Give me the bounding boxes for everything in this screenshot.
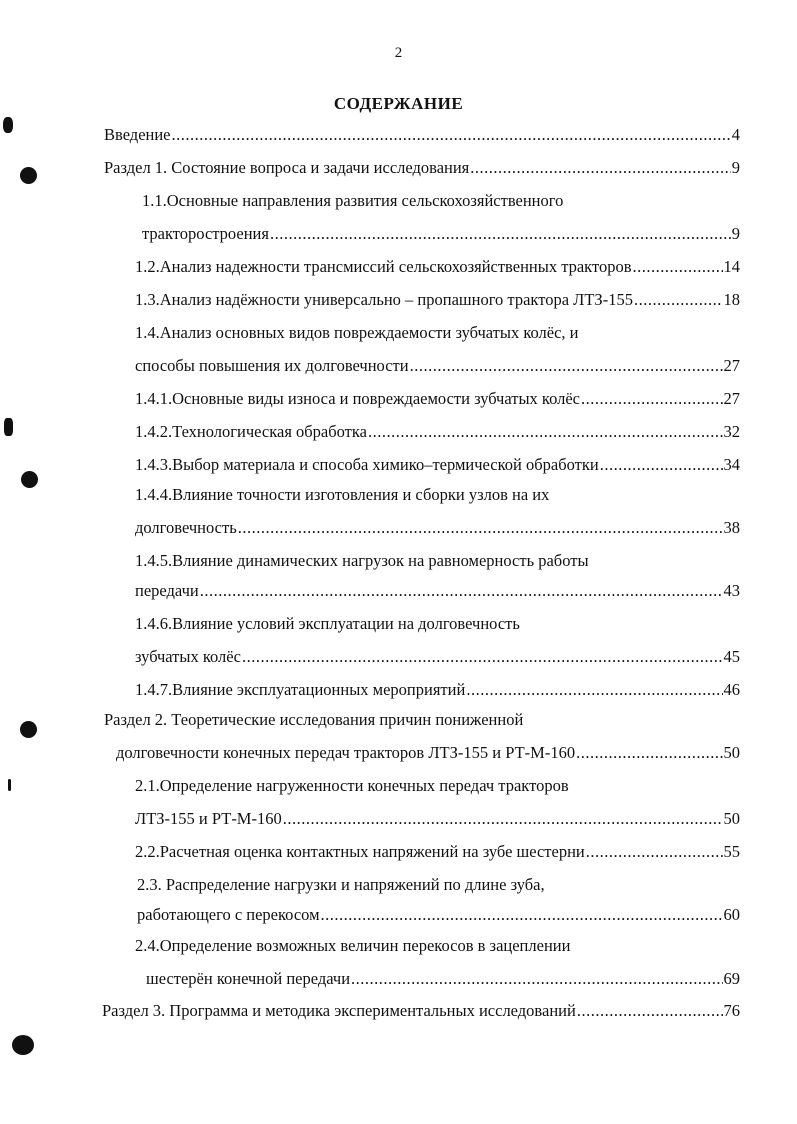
toc-entry-1-1 bbox=[142, 223, 740, 245]
toc-entry-label: 1.4.1.Основные виды износа и повреждаемости зубчатых колёс bbox=[135, 389, 581, 408]
toc-entry-1-4-3 bbox=[135, 454, 740, 476]
toc-entry-1-4-4-line1: 1.4.4.Влияние точности изготовления и сборки узлов на их bbox=[135, 485, 550, 504]
toc-entry-label: долговечности конечных передач тракторов ЛТЗ-155 и РТ-М-160 bbox=[116, 743, 576, 762]
toc-entry-section-2-line1: Раздел 2. Теоретические исследования причин пониженной bbox=[104, 710, 524, 729]
leader-dots bbox=[368, 421, 723, 443]
toc-entry-1-4 bbox=[135, 355, 740, 377]
toc-entry-label: 1.4.3.Выбор материала и способа химико–термической обработки bbox=[135, 455, 599, 474]
page-title: СОДЕРЖАНИЕ bbox=[333, 94, 464, 113]
toc-entry-page: 76 bbox=[723, 1001, 740, 1020]
toc-entry-page: 27 bbox=[723, 389, 740, 408]
toc-entry-2-2 bbox=[135, 841, 740, 863]
toc-entry-label: способы повышения их долговечности bbox=[135, 356, 409, 375]
toc-entry-page: 50 bbox=[723, 809, 740, 828]
leader-dots bbox=[283, 808, 723, 830]
toc-entry-2-3-line1: 2.3. Распределение нагрузки и напряжений по длине зуба, bbox=[137, 875, 545, 894]
toc-entry-1-4-line1: 1.4.Анализ основных видов повреждаемости зубчатых колёс, и bbox=[135, 323, 579, 342]
toc-entry-1-1-line1: 1.1.Основные направления развития сельскохозяйственного bbox=[142, 191, 564, 210]
toc-entry-label: 2.2.Расчетная оценка контактных напряжений на зубе шестерни bbox=[135, 842, 585, 861]
toc-entry-1-4-2 bbox=[135, 421, 740, 443]
toc-entry-label: 1.4.7.Влияние эксплуатационных мероприятий bbox=[135, 680, 466, 699]
toc-entry-page: 55 bbox=[723, 842, 740, 861]
toc-entry-label: долговечность bbox=[135, 518, 237, 537]
leader-dots bbox=[576, 742, 722, 764]
binder-hole-mark bbox=[12, 1035, 34, 1055]
toc-entry-page: 69 bbox=[723, 969, 740, 988]
leader-dots bbox=[172, 124, 731, 146]
toc-entry-label: зубчатых колёс bbox=[135, 647, 241, 666]
toc-entry-1-4-6 bbox=[135, 646, 740, 668]
toc-entry-label: Раздел 3. Программа и методика экспериментальных исследований bbox=[102, 1001, 576, 1020]
leader-dots bbox=[270, 223, 731, 245]
toc-entry-page: 34 bbox=[723, 455, 740, 474]
leader-dots bbox=[351, 968, 722, 990]
binder-hole-mark bbox=[8, 779, 11, 791]
toc-entry-page: 32 bbox=[723, 422, 740, 441]
toc-entry-label: работающего с перекосом bbox=[137, 905, 320, 924]
toc-entry-1-3 bbox=[135, 289, 740, 311]
toc-entry-page: 4 bbox=[731, 125, 740, 144]
toc-entry-label: Раздел 1. Состояние вопроса и задачи исследования bbox=[104, 158, 470, 177]
leader-dots bbox=[577, 1000, 723, 1022]
toc-entry-1-4-5 bbox=[135, 580, 740, 602]
toc-entry-2-1 bbox=[135, 808, 740, 830]
toc-entry-1-4-5-line1: 1.4.5.Влияние динамических нагрузок на равномерность работы bbox=[135, 551, 589, 570]
toc-entry-page: 9 bbox=[731, 224, 740, 243]
toc-entry-2-1-line1: 2.1.Определение нагруженности конечных передач тракторов bbox=[135, 776, 569, 795]
toc-entry-section-3 bbox=[102, 1000, 740, 1022]
binder-hole-mark bbox=[3, 117, 13, 133]
leader-dots bbox=[466, 679, 722, 701]
toc-entry-1-4-4 bbox=[135, 517, 740, 539]
toc-entry-2-4 bbox=[146, 968, 740, 990]
toc-entry-page: 45 bbox=[723, 647, 740, 666]
leader-dots bbox=[410, 355, 723, 377]
toc-entry-page: 38 bbox=[723, 518, 740, 537]
toc-entry-page: 50 bbox=[723, 743, 740, 762]
leader-dots bbox=[238, 517, 723, 539]
leader-dots bbox=[586, 841, 723, 863]
page-number: 2 bbox=[394, 45, 403, 61]
binder-hole-mark bbox=[21, 471, 38, 488]
leader-dots bbox=[634, 289, 723, 311]
toc-entry-label: 1.2.Анализ надежности трансмиссий сельскохозяйственных тракторов bbox=[135, 257, 632, 276]
toc-entry-section-1 bbox=[104, 157, 740, 179]
toc-entry-page: 43 bbox=[723, 581, 740, 600]
toc-entry-2-3 bbox=[137, 904, 740, 926]
toc-entry-page: 46 bbox=[723, 680, 740, 699]
toc-entry-page: 60 bbox=[723, 905, 740, 924]
leader-dots bbox=[600, 454, 723, 476]
toc-entry-label: 1.3.Анализ надёжности универсально – пропашного трактора ЛТЗ-155 bbox=[135, 290, 633, 309]
binder-hole-mark bbox=[4, 418, 13, 436]
leader-dots bbox=[321, 904, 723, 926]
toc-entry-page: 27 bbox=[723, 356, 740, 375]
toc-entry-label: ЛТЗ-155 и РТ-М-160 bbox=[135, 809, 282, 828]
leader-dots bbox=[581, 388, 722, 410]
toc-entry-label: передачи bbox=[135, 581, 199, 600]
toc-entry-label: Введение bbox=[104, 125, 171, 144]
toc-entry-1-4-1 bbox=[135, 388, 740, 410]
leader-dots bbox=[242, 646, 723, 668]
toc-entry-page: 9 bbox=[731, 158, 740, 177]
toc-entry-1-2 bbox=[135, 256, 740, 278]
toc-entry-intro bbox=[104, 124, 740, 146]
toc-entry-page: 14 bbox=[723, 257, 740, 276]
toc-entry-section-2 bbox=[116, 742, 740, 764]
toc-entry-2-4-line1: 2.4.Определение возможных величин перекосов в зацеплении bbox=[135, 936, 571, 955]
toc-entry-label: 1.4.2.Технологическая обработка bbox=[135, 422, 367, 441]
leader-dots bbox=[470, 157, 730, 179]
toc-entry-1-4-7 bbox=[135, 679, 740, 701]
binder-hole-mark bbox=[20, 721, 37, 738]
toc-entry-page: 18 bbox=[723, 290, 740, 309]
toc-entry-1-4-6-line1: 1.4.6.Влияние условий эксплуатации на долговечность bbox=[135, 614, 520, 633]
leader-dots bbox=[633, 256, 723, 278]
toc-entry-label: тракторостроения bbox=[142, 224, 269, 243]
leader-dots bbox=[200, 580, 723, 602]
toc-entry-label: шестерён конечной передачи bbox=[146, 969, 351, 988]
binder-hole-mark bbox=[20, 167, 37, 184]
